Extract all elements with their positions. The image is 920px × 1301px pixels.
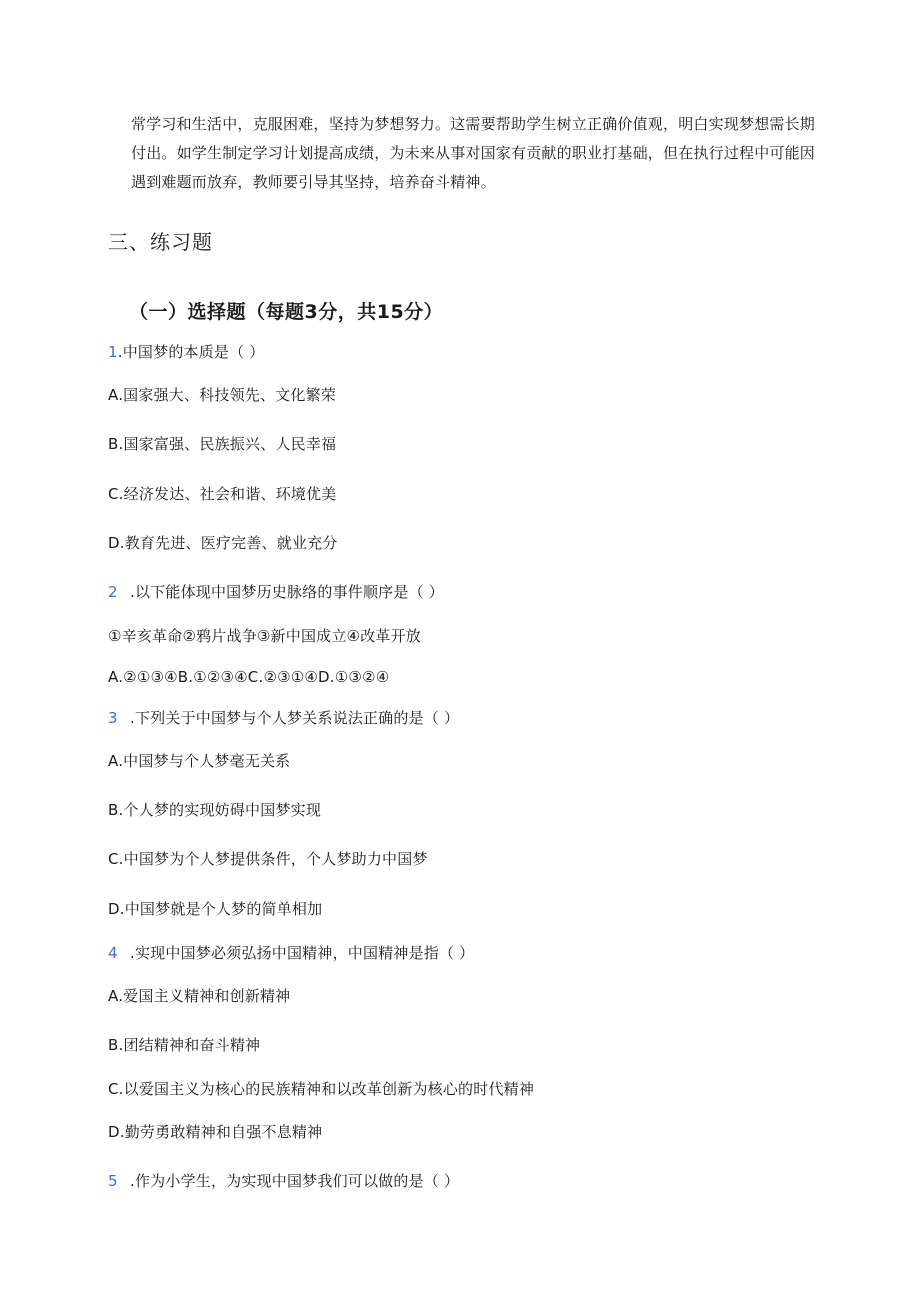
question-2-options: A.②①③④B.①②③④C.②③①④D.①③②④ — [108, 668, 390, 686]
question-3-number: 3 — [108, 709, 118, 727]
intro-paragraph: 常学习和生活中，克服困难，坚持为梦想努力。这需要帮助学生树立正确价值观，明白实现梦想需长期付出。如学生制定学习计划提高成绩，为未来从事对国家有贡献的职业打基础，但在执行过程中可能因遇到难题而放弃，教师要引导其坚持，培养奋斗精神。 — [131, 115, 816, 191]
question-2-stem-line — [108, 581, 444, 603]
question-4-option-d: D.勤劳勇敢精神和自强不息精神 — [108, 1123, 323, 1141]
question-2-events: ①辛亥革命②鸦片战争③新中国成立④改革开放 — [108, 627, 421, 645]
question-2-stem: .以下能体现中国梦历史脉络的事件顺序是（ ） — [130, 583, 444, 601]
question-4-option-a: A.爱国主义精神和创新精神 — [108, 987, 291, 1005]
question-1-option-a: A.国家强大、科技领先、文化繁荣 — [108, 386, 336, 404]
question-1-option-b: B.国家富强、民族振兴、人民幸福 — [108, 435, 337, 453]
question-3-stem-line — [108, 707, 459, 729]
question-3-option-d: D.中国梦就是个人梦的简单相加 — [108, 900, 323, 918]
question-1-number: 1 — [108, 343, 118, 361]
question-1-stem: .中国梦的本质是（ ） — [117, 343, 265, 361]
question-3-option-c: C.中国梦为个人梦提供条件，个人梦助力中国梦 — [108, 850, 428, 868]
question-5-stem-line — [108, 1170, 459, 1192]
question-1-stem-line — [108, 341, 265, 363]
question-4-option-c: C.以爱国主义为核心的民族精神和以改革创新为核心的时代精神 — [108, 1080, 535, 1098]
question-3-option-a: A.中国梦与个人梦毫无关系 — [108, 752, 291, 770]
question-5-stem: .作为小学生，为实现中国梦我们可以做的是（ ） — [130, 1172, 460, 1190]
question-2-number: 2 — [108, 583, 118, 601]
question-1-option-d: D.教育先进、医疗完善、就业充分 — [108, 534, 338, 552]
question-4-stem-line — [108, 942, 474, 964]
question-1-option-c: C.经济发达、社会和谐、环境优美 — [108, 485, 337, 503]
question-5-number: 5 — [108, 1172, 118, 1190]
intro-paragraph-block — [131, 110, 821, 197]
question-4-stem: .实现中国梦必须弘扬中国精神，中国精神是指（ ） — [130, 944, 475, 962]
question-3-stem: .下列关于中国梦与个人梦关系说法正确的是（ ） — [130, 709, 460, 727]
section-title: 三、练习题 — [108, 230, 213, 254]
question-4-number: 4 — [108, 944, 118, 962]
question-4-option-b: B.团结精神和奋斗精神 — [108, 1036, 261, 1054]
subsection-title: （一）选择题（每题3分，共15分） — [129, 301, 444, 323]
question-3-option-b: B.个人梦的实现妨碍中国梦实现 — [108, 801, 322, 819]
